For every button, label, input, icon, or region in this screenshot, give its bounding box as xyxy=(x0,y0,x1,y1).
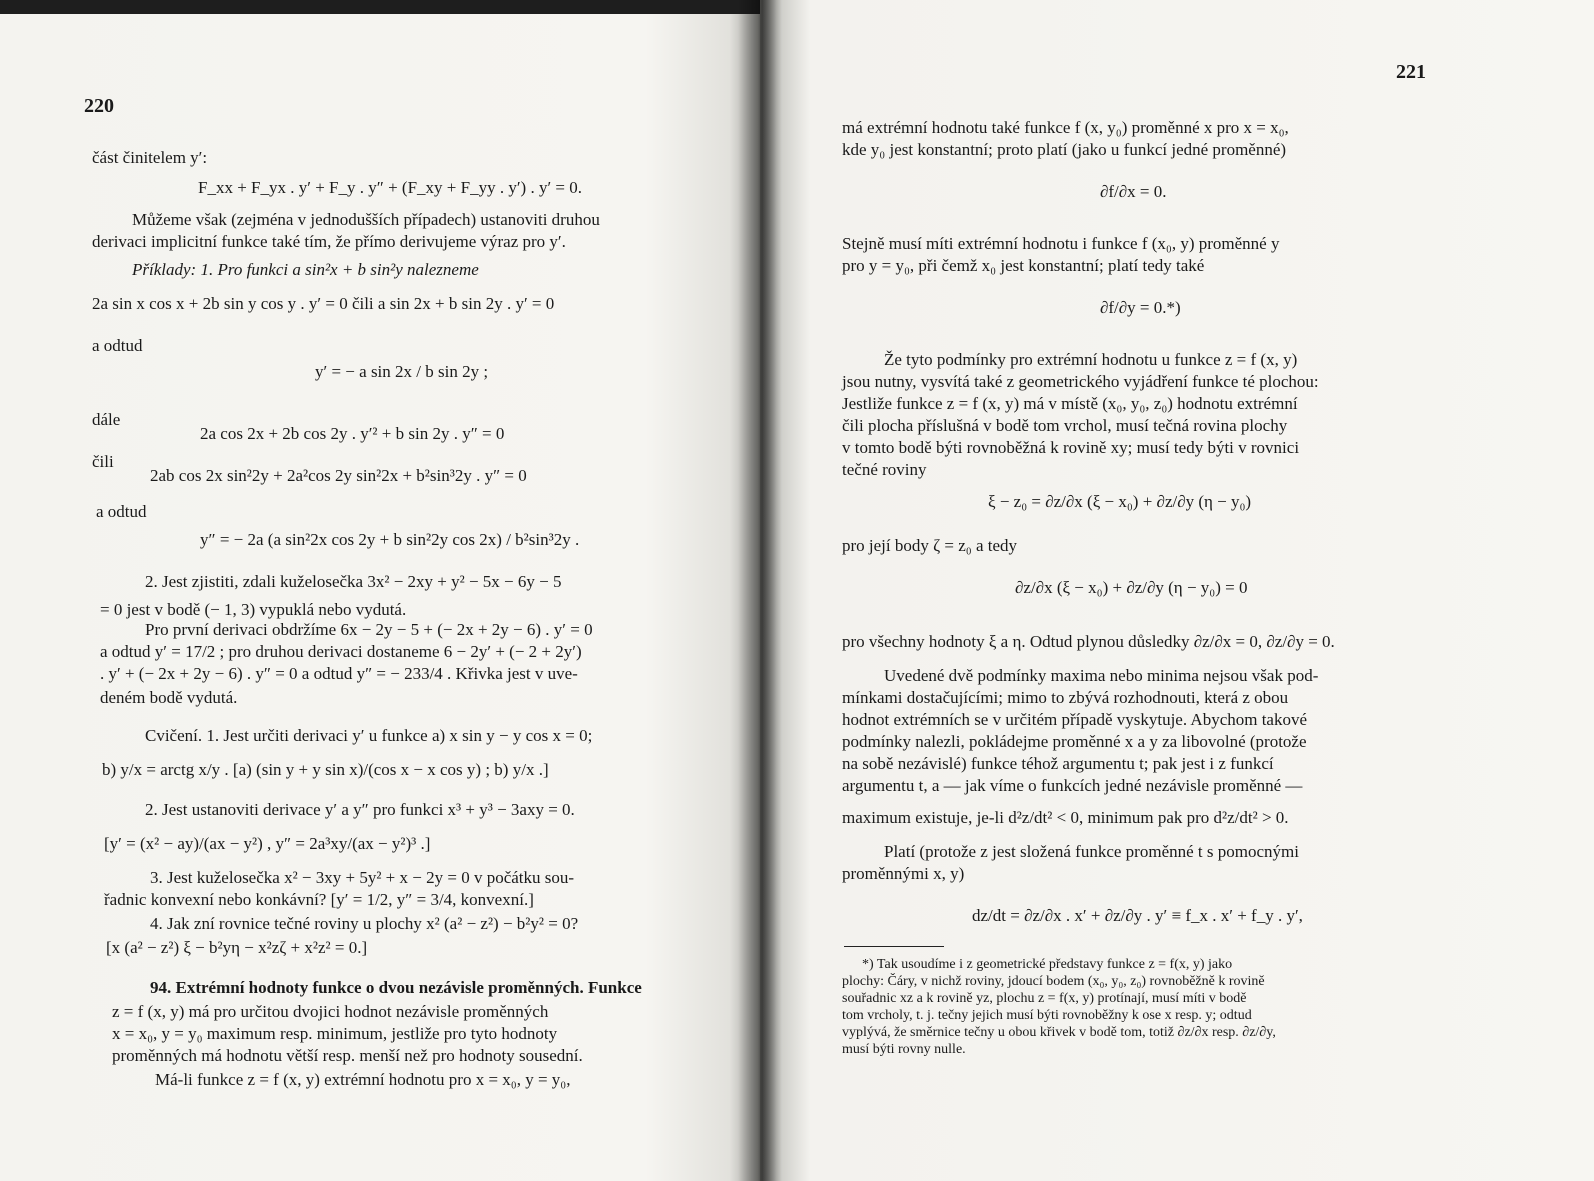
text-line: Uvedené dvě podmínky maxima nebo minima nejsou však pod- xyxy=(884,666,1319,685)
text-line: má extrémní hodnotu také funkce f (x, y₀) proměnné x pro x = x₀, xyxy=(842,118,1289,137)
page-number-right: 221 xyxy=(1396,61,1426,83)
text-line: proměnných má hodnotu větší resp. menší než pro hodnoty sousední. xyxy=(112,1046,583,1065)
text-line: Má-li funkce z = f (x, y) extrémní hodnotu pro x = x₀, y = y₀, xyxy=(155,1070,571,1089)
footnote-line: musí býti rovny nulle. xyxy=(842,1042,966,1057)
text-line: a odtud xyxy=(92,336,143,355)
text-line: z = f (x, y) má pro určitou dvojici hodnot nezávisle proměnných xyxy=(112,1002,549,1021)
text-line: Že tyto podmínky pro extrémní hodnotu u funkce z = f (x, y) xyxy=(884,350,1298,369)
section-heading: 94. Extrémní hodnoty funkce o dvou nezávisle proměnných. Funkce xyxy=(150,978,642,997)
footnote-line: vyplývá, že směrnice tečny u obou křivek v bodě tom, totiž ∂z/∂x resp. ∂z/∂y, xyxy=(842,1025,1276,1040)
equation-line: y″ = − 2a (a sin²2x cos 2y + b sin²2y cos 2x) / b²sin³2y . xyxy=(200,530,580,549)
right-page xyxy=(760,0,1594,1181)
exercise-line: řadnic konvexní nebo konkávní? [y′ = 1/2, y″ = 3/4, konvexní.] xyxy=(104,890,534,909)
text-line: Jestliže funkce z = f (x, y) má v místě (x₀, y₀, z₀) hodnotu extrémní xyxy=(842,394,1298,413)
equation-line: F_xx + F_yx . y′ + F_y . y″ + (F_xy + F_yy . y′) . y′ = 0. xyxy=(197,178,583,197)
equation-line: 2a cos 2x + 2b cos 2y . y′² + b sin 2y . y″ = 0 xyxy=(200,424,505,443)
footnote-line: *) Tak usoudíme i z geometrické představy funkce z = f(x, y) jako xyxy=(862,957,1233,972)
equation-line: ξ − z₀ = ∂z/∂x (ξ − x₀) + ∂z/∂y (η − y₀) xyxy=(988,492,1252,511)
text-line: . y′ + (− 2x + 2y − 6) . y″ = 0 a odtud y″ = − 233/4 . Křivka jest v uve- xyxy=(100,664,578,683)
text-line: hodnot extrémních se v určitém případě vyskytuje. Abychom takové xyxy=(842,710,1308,729)
text-line: pro y = y₀, při čemž x₀ jest konstantní; platí tedy také xyxy=(842,256,1205,275)
text-line: Platí (protože z jest složená funkce proměnné t s pomocnými xyxy=(884,842,1299,861)
text-line: dále xyxy=(92,410,121,429)
book-gutter-shadow xyxy=(738,0,782,1181)
text-line: Můžeme však (zejména v jednodušších případech) ustanoviti druhou xyxy=(132,210,600,229)
text-line: pro její body ζ = z₀ a tedy xyxy=(842,536,1018,555)
equation-line: ∂f/∂y = 0.*) xyxy=(1100,298,1181,317)
text-line: čili plocha příslušná v bodě tom vrchol, musí tečná rovina plochy xyxy=(842,416,1288,435)
text-line: v tomto bodě býti rovnoběžná k rovině xy; musí tedy býti v rovnici xyxy=(842,438,1300,457)
left-page xyxy=(0,0,760,1181)
text-line: proměnnými x, y) xyxy=(842,864,965,883)
text-line: na sobě nezávislé) funkce téhož argumentu t; pak jest i z funkcí xyxy=(842,754,1274,773)
exercise-line: [y′ = (x² − ay)/(ax − y²) , y″ = 2a³xy/(ax − y²)³ .] xyxy=(104,834,431,853)
text-line: tečné roviny xyxy=(842,460,927,479)
equation-line: 2ab cos 2x sin²2y + 2a²cos 2y sin²2x + b²sin³2y . y″ = 0 xyxy=(150,466,527,485)
exercise-line: 4. Jak zní rovnice tečné roviny u plochy x² (a² − z²) − b²y² = 0? xyxy=(150,914,579,933)
text-line: Pro první derivaci obdržíme 6x − 2y − 5 + (− 2x + 2y − 6) . y′ = 0 xyxy=(145,620,593,639)
text-line: = 0 jest v bodě (− 1, 3) vypuklá nebo vydutá. xyxy=(100,600,407,619)
exercise-line: [x (a² − z²) ξ − b²yη − x²zζ + x²z² = 0.] xyxy=(106,938,368,957)
text-line: část činitelem y′: xyxy=(92,148,208,167)
equation-line: y′ = − a sin 2x / b sin 2y ; xyxy=(315,362,489,381)
text-line: jsou nutny, vysvítá také z geometrického vyjádření funkce té plochou: xyxy=(842,372,1319,391)
text-line: 2. Jest zjistiti, zdali kuželosečka 3x² − 2xy + y² − 5x − 6y − 5 xyxy=(145,572,562,591)
text-line: deném bodě vydutá. xyxy=(100,688,238,707)
equation-line: ∂f/∂x = 0. xyxy=(1100,182,1167,201)
equation-line: ∂z/∂x (ξ − x₀) + ∂z/∂y (η − y₀) = 0 xyxy=(1015,578,1248,597)
exercise-line: 2. Jest ustanoviti derivace y′ a y″ pro funkci x³ + y³ − 3axy = 0. xyxy=(145,800,575,819)
footnote-line: tom vrcholy, t. j. tečny jejich musí býti rovnoběžny k ose x resp. y; odtud xyxy=(842,1008,1252,1023)
text-line: x = x₀, y = y₀ maximum resp. minimum, jestliže pro tyto hodnoty xyxy=(112,1024,558,1043)
footnote-line: plochy: Čáry, v nichž roviny, jdoucí bodem (x₀, y₀, z₀) rovnoběžně k rovině xyxy=(842,974,1265,989)
footnote-line: souřadnic xz a k rovině yz, plochu z = f(x, y) protínají, musí míti v bodě xyxy=(842,991,1247,1006)
exercise-line: Cvičení. 1. Jest určiti derivaci y′ u funkce a) x sin y − y cos x = 0; xyxy=(145,726,593,745)
text-line: pro všechny hodnoty ξ a η. Odtud plynou důsledky ∂z/∂x = 0, ∂z/∂y = 0. xyxy=(842,632,1335,651)
text-line: kde y₀ jest konstantní; proto platí (jako u funkcí jedné proměnné) xyxy=(842,140,1287,159)
equation-line: dz/dt = ∂z/∂x . x′ + ∂z/∂y . y′ ≡ f_x . x′ + f_y . y′, xyxy=(972,906,1303,925)
text-line: maximum existuje, je-li d²z/dt² < 0, minimum pak pro d²z/dt² > 0. xyxy=(842,808,1289,827)
text-line: mínkami dostačujícími; mimo to zbývá rozhodnouti, která z obou xyxy=(842,688,1289,707)
exercise-line: b) y/x = arctg x/y . [a) (sin y + y sin x)/(cos x − x cos y) ; b) y/x .] xyxy=(102,760,549,779)
text-line: Příklady: 1. Pro funkci a sin²x + b sin²y nalezneme xyxy=(132,260,479,279)
equation-line: 2a sin x cos x + 2b sin y cos y . y′ = 0 čili a sin 2x + b sin 2y . y′ = 0 xyxy=(92,294,555,313)
text-line: čili xyxy=(92,452,114,471)
text-line: a odtud y′ = 17/2 ; pro druhou derivaci dostaneme 6 − 2y′ + (− 2 + 2y′) xyxy=(100,642,582,661)
top-edge-shadow xyxy=(0,0,760,14)
page-number-left: 220 xyxy=(84,95,114,117)
text-line: Stejně musí míti extrémní hodnotu i funkce f (x₀, y) proměnné y xyxy=(842,234,1280,253)
text-line: argumentu t, a — jak víme o funkcích jedné nezávisle proměnné — xyxy=(842,776,1303,795)
exercise-line: 3. Jest kuželosečka x² − 3xy + 5y² + x − 2y = 0 v počátku sou- xyxy=(150,868,575,887)
text-line: a odtud xyxy=(96,502,147,521)
footnote-rule xyxy=(844,946,944,947)
text-line: derivaci implicitní funkce také tím, že přímo derivujeme výraz pro y′. xyxy=(92,232,566,251)
text-line: podmínky nalezli, pokládejme proměnné x a y za libovolné (protože xyxy=(842,732,1307,751)
